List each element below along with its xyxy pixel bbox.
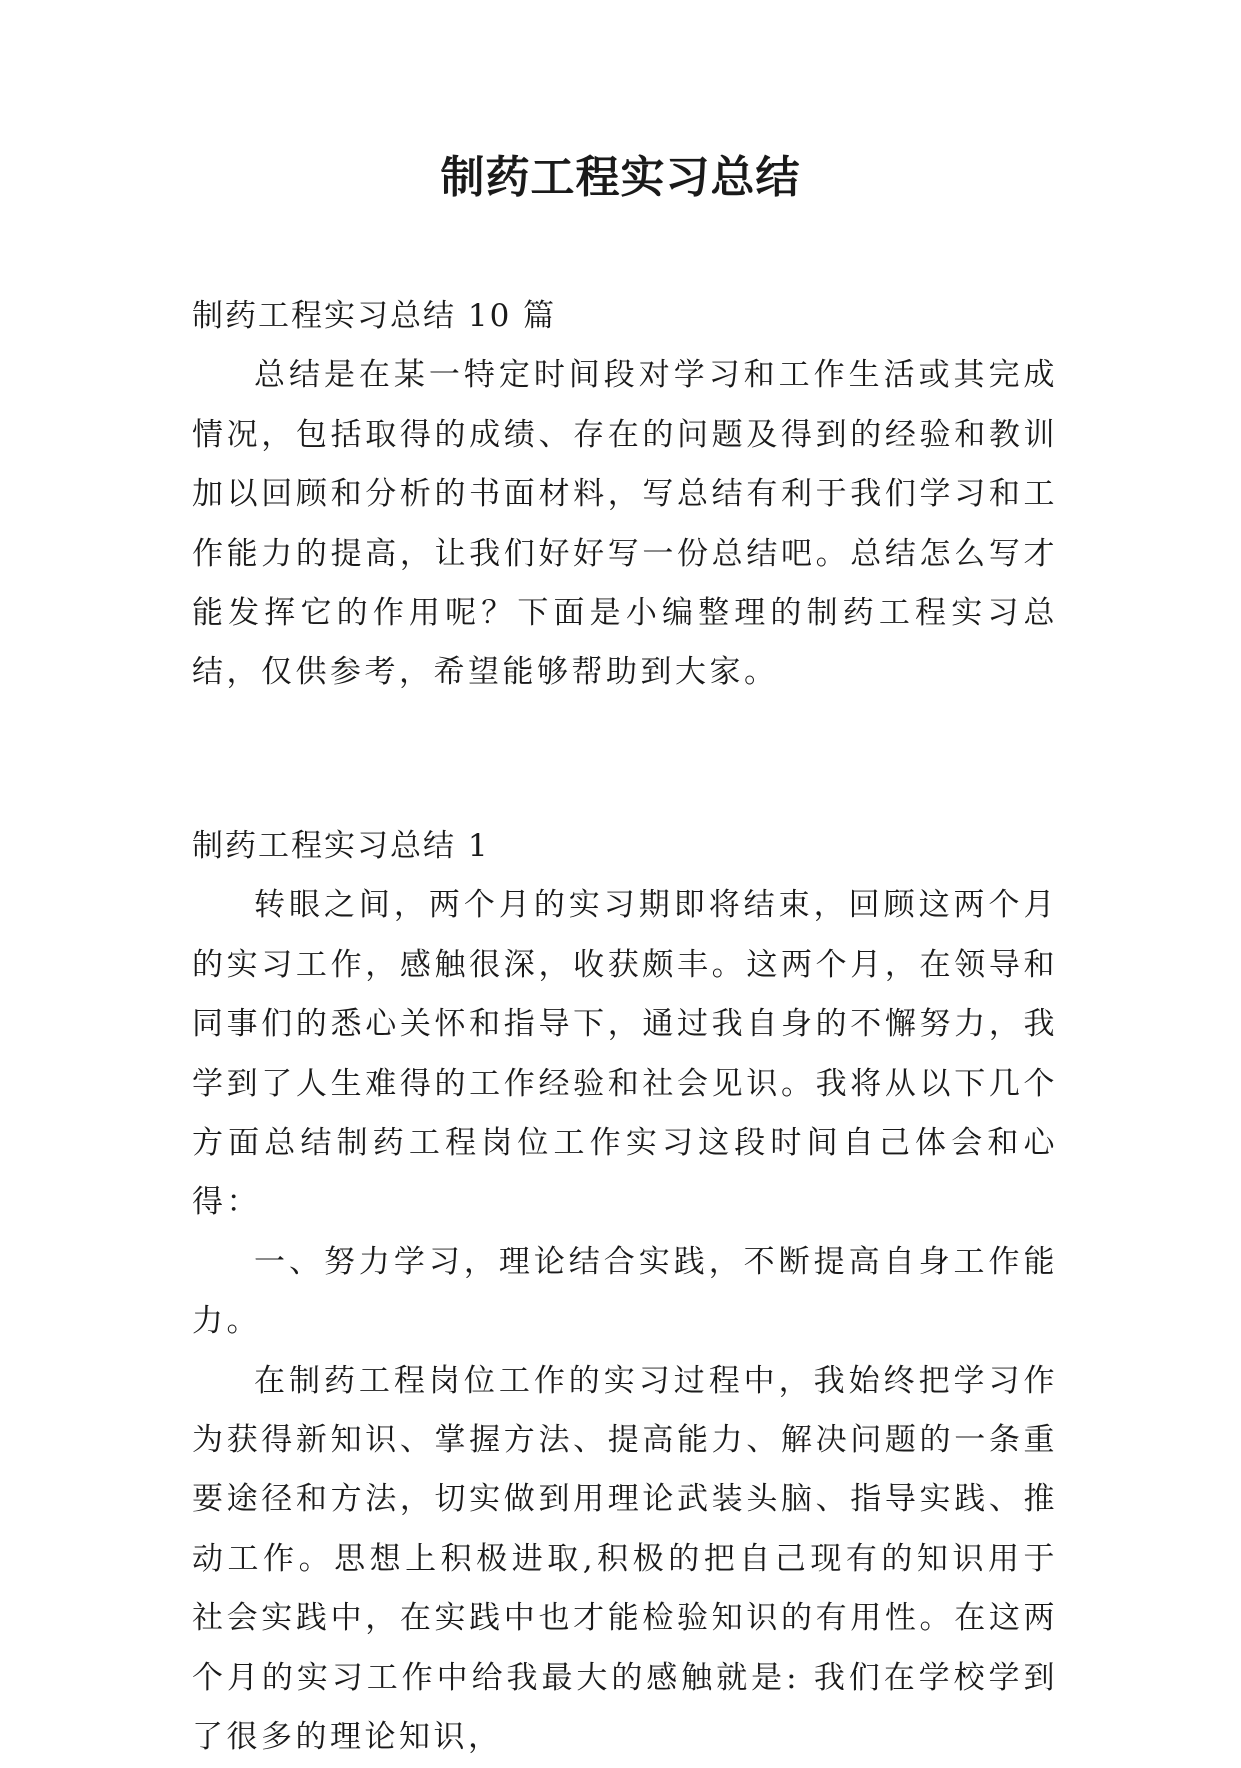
intro-heading: 制药工程实习总结 10 篇 bbox=[192, 298, 557, 334]
section-1-subheading: 一、努力学习，理论结合实践，不断提高自身工作能力。 bbox=[192, 1243, 1058, 1340]
intro-paragraph: 总结是在某一特定时间段对学习和工作生活或其完成情况，包括取得的成绩、存在的问题及得到的经验和教训加以回顾和分析的书面材料，写总结有利于我们学习和工作能力的提高，让我们好好写一份总结吧。总结怎么写才能发挥它的作用呢？下面是小编整理的制药工程实习总结，仅供参考，希望能够帮助到大家。 bbox=[192, 357, 1058, 691]
section-1-heading: 制药工程实习总结 1 bbox=[192, 828, 490, 864]
section-1 bbox=[192, 817, 1058, 1768]
section-1-paragraph: 转眼之间，两个月的实习期即将结束，回顾这两个月的实习工作，感触很深，收获颇丰。这两个月，在领导和同事们的悉心关怀和指导下，通过我自身的不懈努力，我学到了人生难得的工作经验和社会见识。我将从以下几个方面总结制药工程岗位工作实习这段时间自己体会和心得： bbox=[192, 887, 1058, 1221]
intro-section bbox=[192, 287, 1058, 703]
document-title: 制药工程实习总结 bbox=[440, 152, 801, 203]
section-1-paragraph: 在制药工程岗位工作的实习过程中，我始终把学习作为获得新知识、掌握方法、提高能力、解决问题的一条重要途径和方法，切实做到用理论武装头脑、指导实践、推动工作。思想上积极进取,积极的把自己现有的知识用于社会实践中，在实践中也才能检验知识的有用性。在这两个月的实习工作中给我最大的感触就是: 我们在学校学到了很多的理论知识， bbox=[192, 1362, 1058, 1756]
